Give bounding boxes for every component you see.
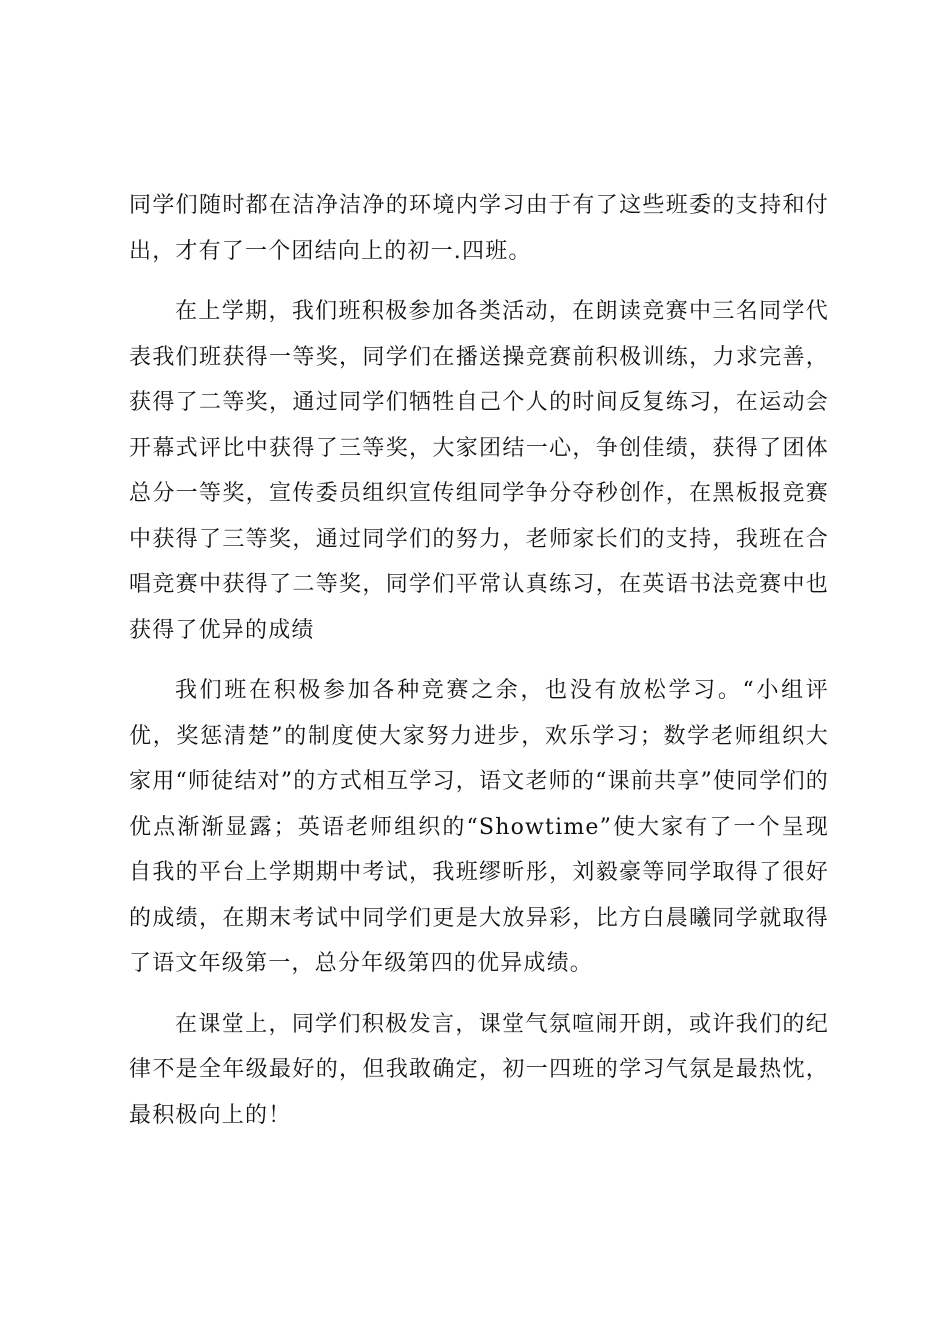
- paragraph-study: 我们班在积极参加各种竞赛之余，也没有放松学习。“小组评优，奖惩清楚”的制度使大家努力进步，欢乐学习；数学老师组织大家用“师徒结对”的方式相互学习，语文老师的“课前共享”使同学们的优点渐渐显露；英语老师组织的“Showtime”使大家有了一个呈现自我的平台上学期期中考试，我班缪昕彤，刘毅豪等同学取得了很好的成绩，在期末考试中同学们更是大放异彩，比方白晨曦同学就取得了语文年级第一，总分年级第四的优异成绩。: [129, 678, 829, 976]
- paragraph-activities: 在上学期，我们班积极参加各类活动，在朗读竞赛中三名同学代表我们班获得一等奖，同学们在播送操竞赛前积极训练，力求完善，获得了二等奖，通过同学们牺牲自己个人的时间反复练习，在运动会开幕式评比中获得了三等奖，大家团结一心，争创佳绩，获得了团体总分一等奖，宣传委员组织宣传组同学争分夺秒创作，在黑板报竞赛中获得了三等奖，通过同学们的努力，老师家长们的支持，我班在合唱竞赛中获得了二等奖，同学们平常认真练习，在英语书法竞赛中也获得了优异的成绩: [129, 299, 829, 643]
- paragraph-continuation: 同学们随时都在洁净洁净的环境内学习由于有了这些班委的支持和付出，才有了一个团结向上的初一.四班。: [129, 193, 829, 264]
- document-body: [129, 183, 829, 1153]
- paragraph-classroom: 在课堂上，同学们积极发言，课堂气氛喧闹开朗，或许我们的纪律不是全年级最好的，但我敢确定，初一四班的学习气氛是最热忱，最积极向上的！: [129, 1011, 829, 1128]
